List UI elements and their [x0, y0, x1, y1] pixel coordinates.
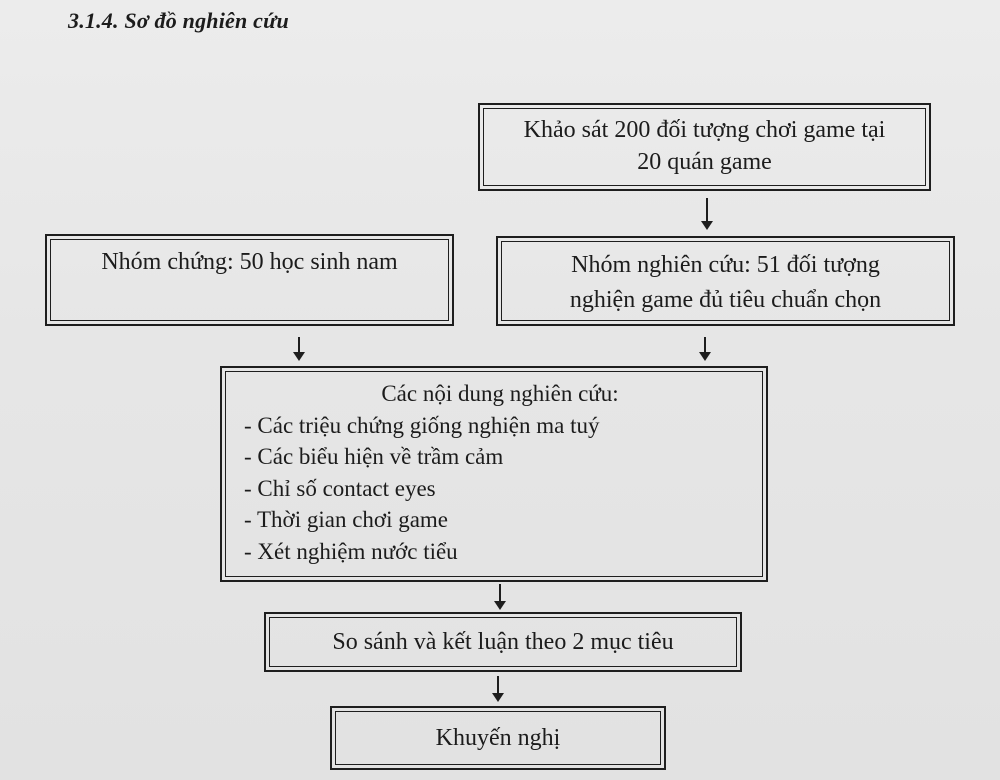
compare-box-line1: So sánh và kết luận theo 2 mục tiêu	[332, 629, 674, 655]
survey-box-line1: Khảo sát 200 đối tượng chơi game tại	[523, 117, 886, 143]
research-content-body	[244, 378, 756, 567]
compare-box	[264, 612, 742, 672]
arrow-content-to-compare	[494, 584, 506, 610]
recommend-box	[330, 706, 666, 770]
study-group-box-line1: Nhóm nghiên cứu: 51 đối tượng	[571, 252, 880, 278]
arrow-compare-to-recommend	[492, 676, 504, 702]
recommend-box-line1: Khuyến nghị	[435, 725, 561, 751]
survey-box	[478, 103, 931, 191]
section-heading: 3.1.4. Sơ đồ nghiên cứu	[68, 8, 289, 33]
arrow-survey-to-study-group	[701, 198, 713, 230]
research-content-item: - Chỉ số contact eyes	[244, 475, 436, 501]
study-group-box-line2: nghiện game đủ tiêu chuẩn chọn	[569, 287, 882, 313]
research-content-item: - Xét nghiệm nước tiểu	[244, 538, 458, 564]
research-content-title: Các nội dung nghiên cứu:	[381, 381, 619, 406]
research-content-item: - Các biểu hiện về trầm cảm	[244, 444, 504, 469]
study-group-box	[496, 236, 955, 326]
control-group-box-line1: Nhóm chứng: 50 học sinh nam	[101, 249, 398, 275]
research-content-box	[220, 366, 768, 582]
arrow-study-to-content	[699, 337, 711, 361]
arrow-control-to-content	[293, 337, 305, 361]
survey-box-line2: 20 quán game	[637, 149, 772, 175]
research-content-item: - Thời gian chơi game	[244, 507, 449, 532]
research-content-item: - Các triệu chứng giống nghiện ma tuý	[244, 412, 600, 438]
control-group-box	[45, 234, 454, 326]
